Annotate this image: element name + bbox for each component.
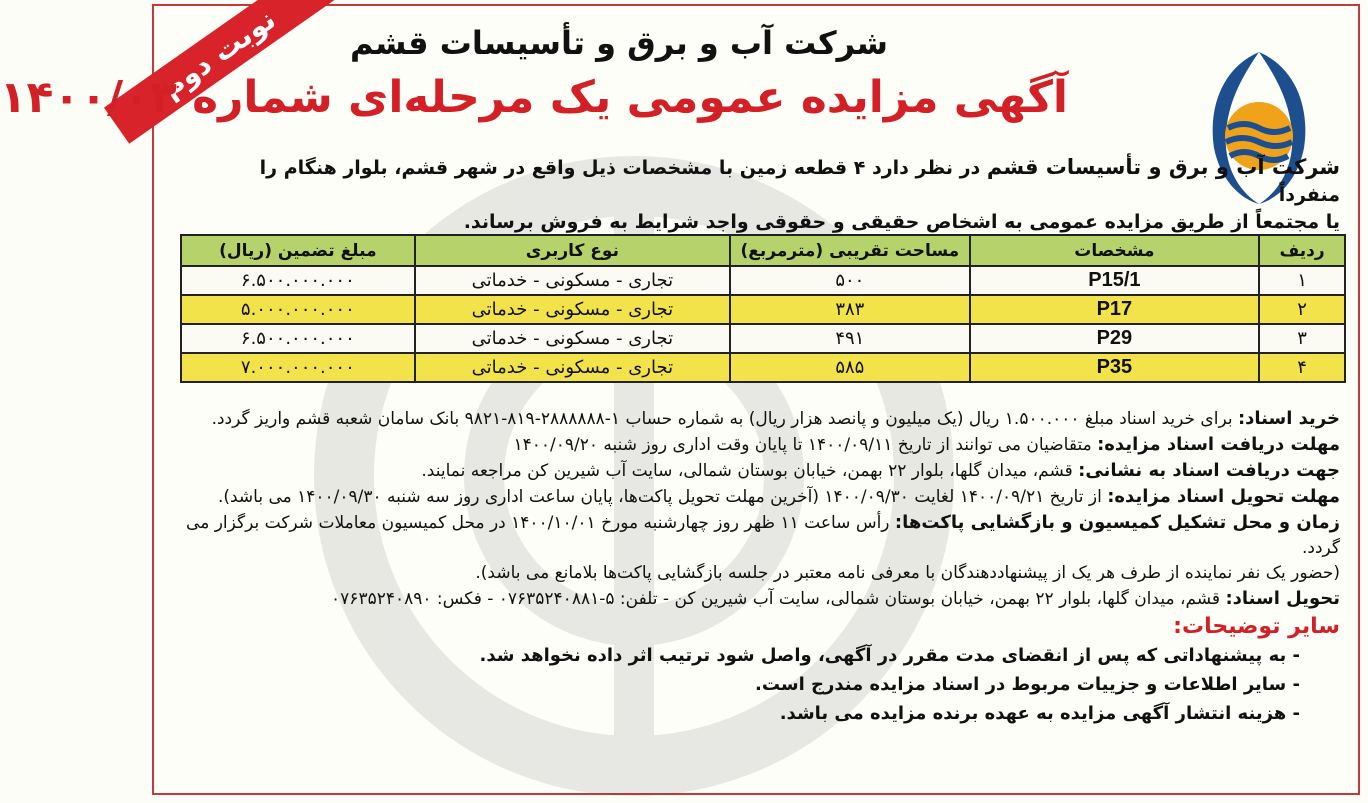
conditions-section <box>160 406 1340 728</box>
header-row-number: ردیف <box>1259 235 1345 266</box>
cell-deposit: ۵.۰۰۰.۰۰۰.۰۰۰ <box>181 295 415 324</box>
advertisement-frame <box>0 2 1360 795</box>
purchase-text: برای خرید اسناد مبلغ ۱.۵۰۰.۰۰۰ ریال (یک میلیون و پانصد هزار ریال) به شماره حساب ۱-۲۸۸۸۸۸۸-۸۱۹-۹۸۲۱ بانک سامان شعبه قشم واریز گردد. <box>211 409 1238 429</box>
delivery-text: قشم، میدان گلها، بلوار ۲۲ بهمن، خیابان بوستان شمالی، سایت آب شیرین کن - تلفن: ۵-۰۷۶۳۵۲۴۰۸۸۱ - فکس: ۰۷۶۳۵۲۴۰۸۹۰ <box>331 589 1226 609</box>
cell-spec: P15/1 <box>970 266 1259 295</box>
list-item: - سایر اطلاعات و جزییات مربوط در اسناد مزایده مندرج است. <box>755 674 1300 695</box>
address-paragraph <box>160 458 1340 484</box>
header-spec: مشخصات <box>970 235 1259 266</box>
list-item: - به پیشنهاداتی که پس از انقضای مدت مقرر در آگهی، واصل شود ترتیب اثر داده نخواهد شد. <box>479 645 1300 666</box>
cell-row-number: ۴ <box>1259 353 1345 382</box>
deadline-paragraph <box>160 432 1340 458</box>
purchase-label: خرید اسناد: <box>1237 408 1340 429</box>
cell-area: ۳۸۳ <box>730 295 970 324</box>
table-row <box>181 324 1345 353</box>
delivery-deadline-text: از تاریخ ۱۴۰۰/۰۹/۲۱ لغایت ۱۴۰۰/۰۹/۳۰ (آخرین مهلت تحویل پاکت‌ها، پایان ساعت اداری روز سه شنبه ۱۴۰۰/۰۹/۳۰ می باشد). <box>217 487 1108 507</box>
cell-usage: تجاری - مسکونی - خدماتی <box>415 266 730 295</box>
delivery-deadline-paragraph <box>160 484 1340 510</box>
deadline-text: متقاضیان می توانند از تاریخ ۱۴۰۰/۰۹/۱۱ تا پایان وقت اداری روز شنبه ۱۴۰۰/۰۹/۲۰ <box>513 435 1098 455</box>
opening-label: زمان و محل تشکیل کمیسیون و بازگشایی پاکت‌ها: <box>894 512 1340 533</box>
opening-paragraph <box>160 510 1340 561</box>
cell-row-number: ۱ <box>1259 266 1345 295</box>
table-header-row <box>181 235 1345 266</box>
intro-paragraph <box>200 154 1340 236</box>
cell-deposit: ۶.۵۰۰.۰۰۰.۰۰۰ <box>181 324 415 353</box>
cell-row-number: ۲ <box>1259 295 1345 324</box>
opening-text: رأس ساعت ۱۱ ظهر روز چهارشنبه مورخ ۱۴۰۰/۱۰/۰۱ در محل کمیسیون معاملات شرکت برگزار می گردد. <box>186 513 1340 558</box>
header-area: مساحت تقریبی (مترمربع) <box>730 235 970 266</box>
delivery-paragraph <box>160 586 1340 612</box>
header-usage: نوع کاربری <box>415 235 730 266</box>
intro-lead: شرکت آب و برق و تأسیسات قشم <box>986 155 1340 179</box>
intro-line1: در نظر دارد ۴ قطعه زمین با مشخصات ذیل واقع در شهر قشم، بلوار هنگام را منفرداً <box>259 157 1340 206</box>
cell-deposit: ۷.۰۰۰.۰۰۰.۰۰۰ <box>181 353 415 382</box>
cell-spec: P35 <box>970 353 1259 382</box>
cell-row-number: ۳ <box>1259 324 1345 353</box>
auction-headline: آگهی مزایده عمومی یک مرحله‌ای شماره ۱۴۰۰/۰۳ <box>0 72 1068 123</box>
company-name: شرکت آب و برق و تأسیسات قشم <box>349 24 888 62</box>
cell-deposit: ۶.۵۰۰.۰۰۰.۰۰۰ <box>181 266 415 295</box>
second-notice-badge: نوبت دوم <box>104 0 334 144</box>
land-plots-table <box>180 234 1346 383</box>
table-row <box>181 295 1345 324</box>
cell-spec: P17 <box>970 295 1259 324</box>
table-row <box>181 266 1345 295</box>
cell-area: ۵۰۰ <box>730 266 970 295</box>
purchase-paragraph <box>160 406 1340 432</box>
other-notes-title: سایر توضیحات: <box>1173 614 1340 639</box>
deadline-label: مهلت دریافت اسناد مزایده: <box>1097 434 1340 455</box>
delivery-label: تحویل اسناد: <box>1225 588 1340 609</box>
intro-line2: یا مجتمعاً از طریق مزایده عمومی به اشخاص حقیقی و حقوقی واجد شرایط به فروش برساند. <box>463 211 1340 233</box>
cell-spec: P29 <box>970 324 1259 353</box>
cell-area: ۵۸۵ <box>730 353 970 382</box>
attendance-note: (حضور یک نفر نماینده از طرف هر یک از پیشنهاددهندگان با معرفی نامه معتبر در جلسه بازگشایی پاکت‌ها بلامانع می باشد). <box>475 563 1340 583</box>
list-item: - هزینه انتشار آگهی مزایده به عهده برنده مزایده می باشد. <box>779 703 1300 724</box>
delivery-deadline-label: مهلت تحویل اسناد مزایده: <box>1107 486 1340 507</box>
cell-usage: تجاری - مسکونی - خدماتی <box>415 324 730 353</box>
cell-usage: تجاری - مسکونی - خدماتی <box>415 295 730 324</box>
address-text: قشم، میدان گلها، بلوار ۲۲ بهمن، خیابان بوستان شمالی، سایت آب شیرین کن مراجعه نمایند. <box>421 461 1079 481</box>
address-label: جهت دریافت اسناد به نشانی: <box>1078 460 1340 481</box>
table-row <box>181 353 1345 382</box>
cell-area: ۴۹۱ <box>730 324 970 353</box>
header-deposit: مبلغ تضمین (ریال) <box>181 235 415 266</box>
cell-usage: تجاری - مسکونی - خدماتی <box>415 353 730 382</box>
notes-list <box>160 641 1300 728</box>
